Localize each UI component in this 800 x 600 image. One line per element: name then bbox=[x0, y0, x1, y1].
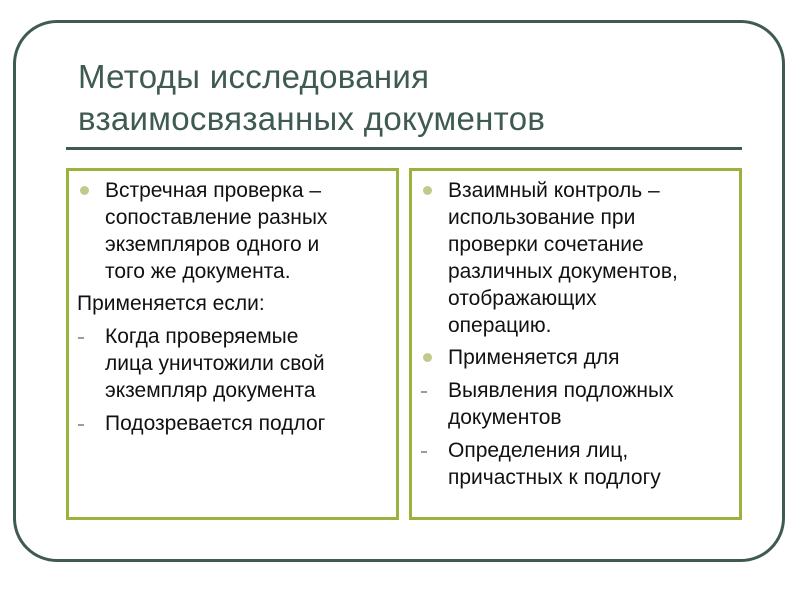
list-item-dash bbox=[420, 437, 729, 491]
item-line: причастных к подлогу bbox=[448, 466, 661, 489]
item-line: Подозревается подлог bbox=[105, 412, 326, 435]
item-line: Взаимный контроль – bbox=[448, 179, 660, 202]
item-line: отображающих bbox=[448, 287, 597, 310]
left-text-box bbox=[66, 168, 399, 520]
item-line: того же документа. bbox=[105, 260, 291, 283]
list-item-plain bbox=[77, 290, 386, 317]
item-line: документов bbox=[448, 406, 562, 429]
right-text-box bbox=[409, 168, 742, 520]
list-item-dash bbox=[420, 377, 729, 431]
bullet-dot-icon bbox=[423, 353, 432, 362]
item-line: Встречная проверка – bbox=[105, 179, 322, 202]
item-line: сопоставление разных bbox=[105, 206, 328, 229]
title-line-2: взаимосвязанных документов bbox=[78, 100, 546, 137]
list-item-dash bbox=[77, 410, 386, 437]
item-line: Выявления подложных bbox=[448, 379, 674, 402]
item-line: Применяется для bbox=[448, 346, 620, 369]
dash-icon bbox=[421, 391, 427, 393]
list-item-dash bbox=[77, 323, 386, 404]
title-divider bbox=[66, 147, 742, 150]
item-line: Определения лиц, bbox=[448, 439, 629, 462]
item-line: различных документов, bbox=[448, 260, 678, 283]
item-line: операцию. bbox=[448, 314, 552, 337]
bullet-dot-icon bbox=[80, 186, 89, 195]
item-line: использование при bbox=[448, 206, 636, 229]
item-line: Когда проверяемые bbox=[105, 325, 299, 348]
list-item-bullet bbox=[420, 177, 729, 339]
title-line-1: Методы исследования bbox=[78, 58, 430, 95]
dash-icon bbox=[421, 451, 427, 453]
item-line: лица уничтожили свой bbox=[105, 352, 325, 375]
item-line: экземпляров одного и bbox=[105, 233, 320, 256]
item-line: экземпляр документа bbox=[105, 379, 316, 402]
item-line: проверки сочетание bbox=[448, 233, 644, 256]
bullet-dot-icon bbox=[423, 186, 432, 195]
list-item-bullet bbox=[77, 177, 386, 285]
slide-title bbox=[78, 56, 758, 140]
item-line: Применяется если: bbox=[77, 292, 265, 315]
list-item-bullet bbox=[420, 344, 729, 371]
dash-icon bbox=[78, 424, 84, 426]
dash-icon bbox=[78, 337, 84, 339]
